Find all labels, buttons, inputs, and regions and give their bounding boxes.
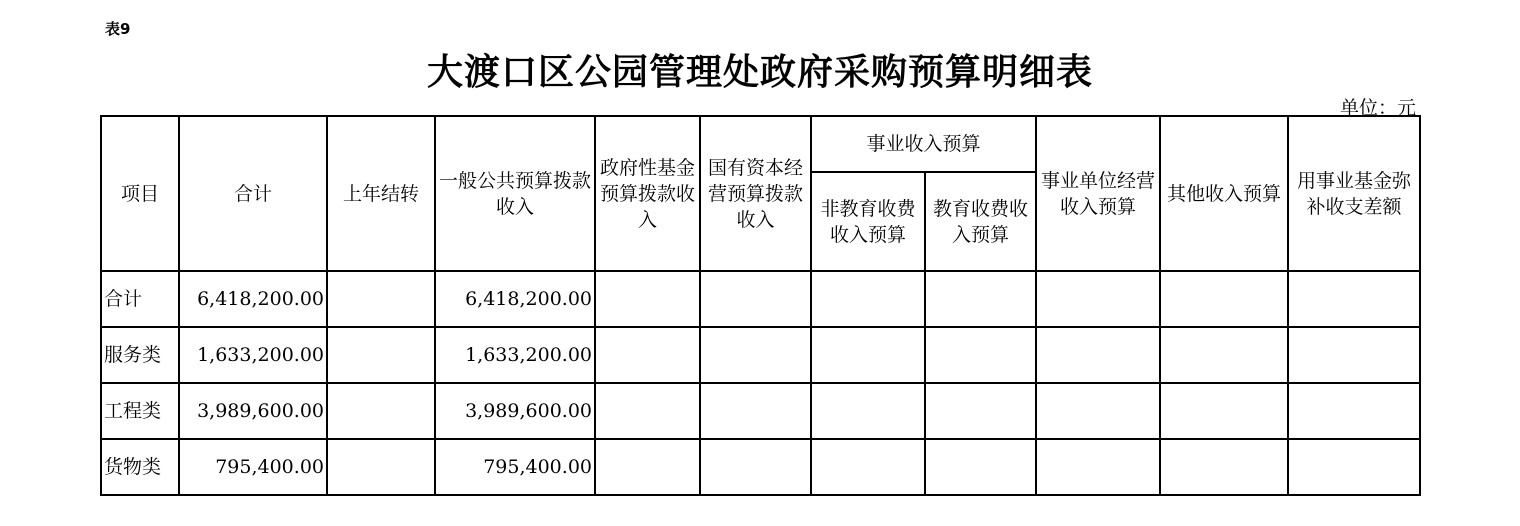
cell-non-edu	[811, 439, 925, 495]
col-header-edu: 教育收费收入预算	[925, 172, 1036, 271]
col-header-fund-balance: 用事业基金弥补收支差额	[1288, 116, 1420, 271]
cell-non-edu	[811, 271, 925, 327]
cell-gov-fund	[595, 271, 700, 327]
row-item: 工程类	[101, 383, 179, 439]
header-row-1	[101, 116, 1420, 172]
table-row	[101, 327, 1420, 383]
cell-edu	[925, 271, 1036, 327]
cell-fund-balance	[1288, 439, 1420, 495]
cell-fund-balance	[1288, 383, 1420, 439]
row-item: 服务类	[101, 327, 179, 383]
cell-last-year	[327, 271, 435, 327]
unit-label: 单位：元	[1339, 97, 1416, 119]
col-header-total: 合计	[179, 116, 327, 271]
cell-last-year	[327, 327, 435, 383]
cell-other-income	[1160, 271, 1288, 327]
cell-gov-fund	[595, 439, 700, 495]
cell-general-public: 795,400.00	[435, 439, 595, 495]
cell-unit-operating	[1036, 439, 1160, 495]
cell-non-edu	[811, 383, 925, 439]
table-row	[101, 439, 1420, 495]
page-title: 大渡口区公园管理处政府采购预算明细表	[426, 52, 1093, 93]
row-item: 合计	[101, 271, 179, 327]
col-header-business-income-group: 事业收入预算	[811, 116, 1036, 172]
table-number: 表9	[105, 20, 131, 38]
col-header-gov-fund: 政府性基金预算拨款收入	[595, 116, 700, 271]
col-header-general-public: 一般公共预算拨款收入	[435, 116, 595, 271]
cell-other-income	[1160, 383, 1288, 439]
col-header-item: 项目	[101, 116, 179, 271]
cell-total: 795,400.00	[179, 439, 327, 495]
cell-non-edu	[811, 327, 925, 383]
cell-total: 1,633,200.00	[179, 327, 327, 383]
cell-total: 3,989,600.00	[179, 383, 327, 439]
table-row	[101, 271, 1420, 327]
cell-unit-operating	[1036, 327, 1160, 383]
cell-unit-operating	[1036, 383, 1160, 439]
col-header-other-income: 其他收入预算	[1160, 116, 1288, 271]
cell-gov-fund	[595, 383, 700, 439]
cell-other-income	[1160, 439, 1288, 495]
table-row	[101, 383, 1420, 439]
col-header-state-capital: 国有资本经营预算拨款收入	[700, 116, 811, 271]
cell-fund-balance	[1288, 271, 1420, 327]
row-item: 货物类	[101, 439, 179, 495]
cell-state-capital	[700, 383, 811, 439]
cell-general-public: 1,633,200.00	[435, 327, 595, 383]
col-header-non-edu: 非教育收费收入预算	[811, 172, 925, 271]
col-header-last-year: 上年结转	[327, 116, 435, 271]
cell-state-capital	[700, 327, 811, 383]
cell-state-capital	[700, 439, 811, 495]
cell-unit-operating	[1036, 271, 1160, 327]
cell-last-year	[327, 383, 435, 439]
cell-state-capital	[700, 271, 811, 327]
cell-total: 6,418,200.00	[179, 271, 327, 327]
cell-gov-fund	[595, 327, 700, 383]
cell-edu	[925, 383, 1036, 439]
cell-edu	[925, 439, 1036, 495]
cell-general-public: 3,989,600.00	[435, 383, 595, 439]
col-header-unit-operating: 事业单位经营收入预算	[1036, 116, 1160, 271]
cell-last-year	[327, 439, 435, 495]
cell-general-public: 6,418,200.00	[435, 271, 595, 327]
cell-edu	[925, 327, 1036, 383]
cell-fund-balance	[1288, 327, 1420, 383]
cell-other-income	[1160, 327, 1288, 383]
procurement-budget-table	[100, 115, 1421, 496]
